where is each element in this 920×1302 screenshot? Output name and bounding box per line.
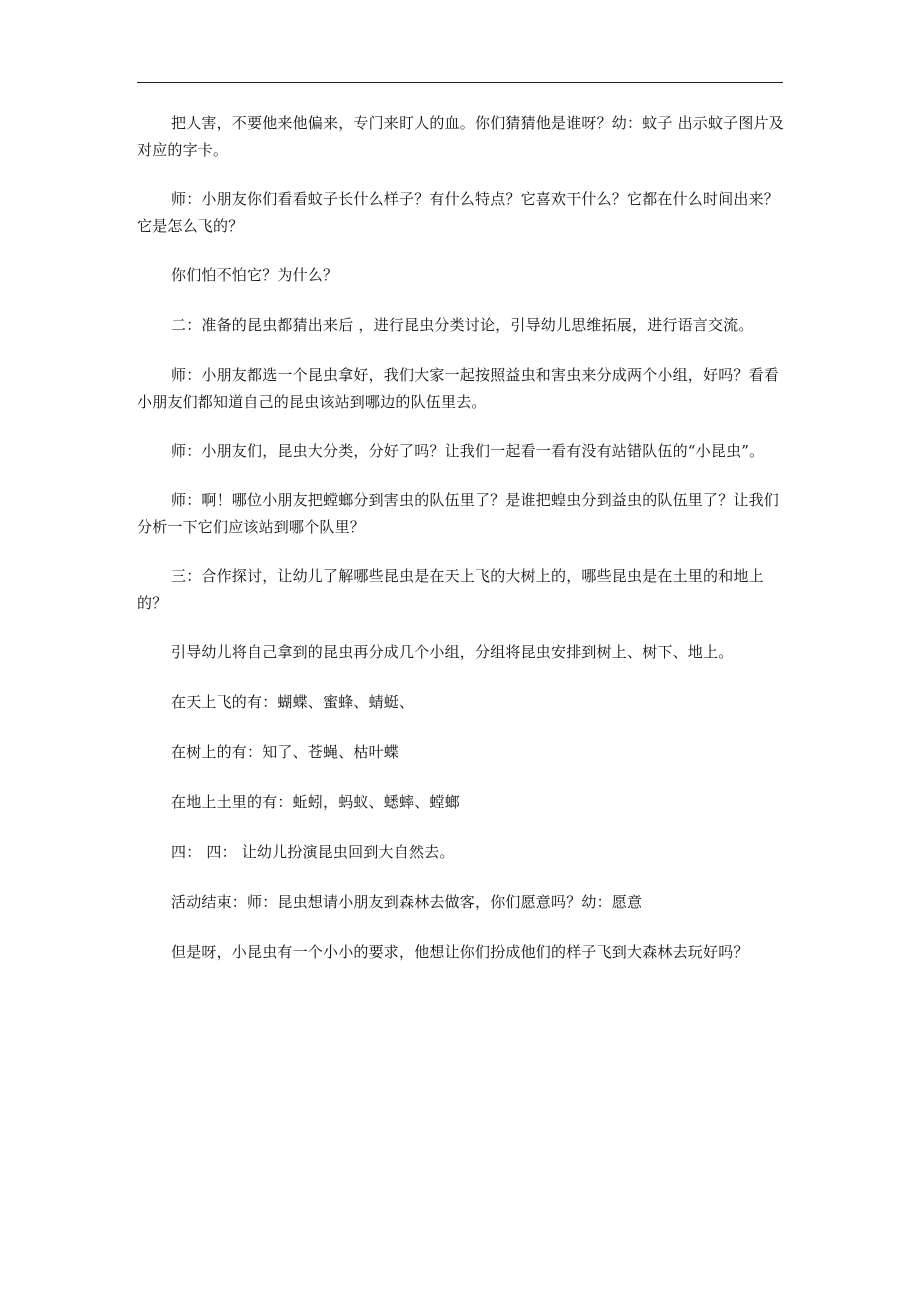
document-body [137, 110, 793, 989]
paragraph: 师：小朋友都选一个昆虫拿好，我们大家一起按照益虫和害虫来分成两个小组，好吗？看看小朋友们都知道自己的昆虫该站到哪边的队伍里去。 [137, 366, 780, 411]
header-rule [137, 82, 783, 83]
paragraph: 活动结束：师：昆虫想请小朋友到森林去做客，你们愿意吗？幼：愿意 [171, 893, 643, 911]
paragraph: 把人害，不要他来他偏来，专门来盯人的血。你们猜猜他是谁呀？幼：蚊子 出示蚊子图片及对应的字卡。 [137, 114, 784, 159]
paragraph: 师：小朋友们，昆虫大分类，分好了吗？让我们一起看一看有没有站错队伍的“小昆虫”。 [171, 442, 765, 460]
paragraph: 引导幼儿将自己拿到的昆虫再分成几个小组，分组将昆虫安排到树上、树下、地上。 [171, 643, 734, 661]
paragraph: 二：准备的昆虫都猜出来后 ，进行昆虫分类讨论，引导幼儿思维拓展，进行语言交流。 [171, 316, 754, 334]
paragraph: 三：合作探讨，让幼儿了解哪些昆虫是在天上飞的大树上的，哪些昆虫是在土里的和地上的？ [137, 567, 764, 612]
paragraph: 在树上的有：知了、苍蝇、枯叶蝶 [171, 743, 400, 761]
paragraph: 师：啊！哪位小朋友把螳螂分到害虫的队伍里了？是谁把蝗虫分到益虫的队伍里了？让我们分析一下它们应该站到哪个队里？ [137, 491, 780, 536]
paragraph: 但是呀，小昆虫有一个小小的要求，他想让你们扮成他们的样子飞到大森林去玩好吗？ [171, 943, 749, 961]
paragraph: 在天上飞的有：蝴蝶、蜜蜂、蜻蜓、 [171, 693, 415, 711]
paragraph: 四： 四： 让幼儿扮演昆虫回到大自然去。 [171, 843, 455, 861]
paragraph: 你们怕不怕它？为什么？ [171, 266, 339, 284]
paragraph: 师：小朋友你们看看蚊子长什么样子？有什么特点？它喜欢干什么？它都在什么时间出来？它是怎么飞的？ [137, 190, 780, 235]
paragraph: 在地上土里的有：蚯蚓，蚂蚁、蟋蟀、螳螂 [171, 793, 460, 811]
